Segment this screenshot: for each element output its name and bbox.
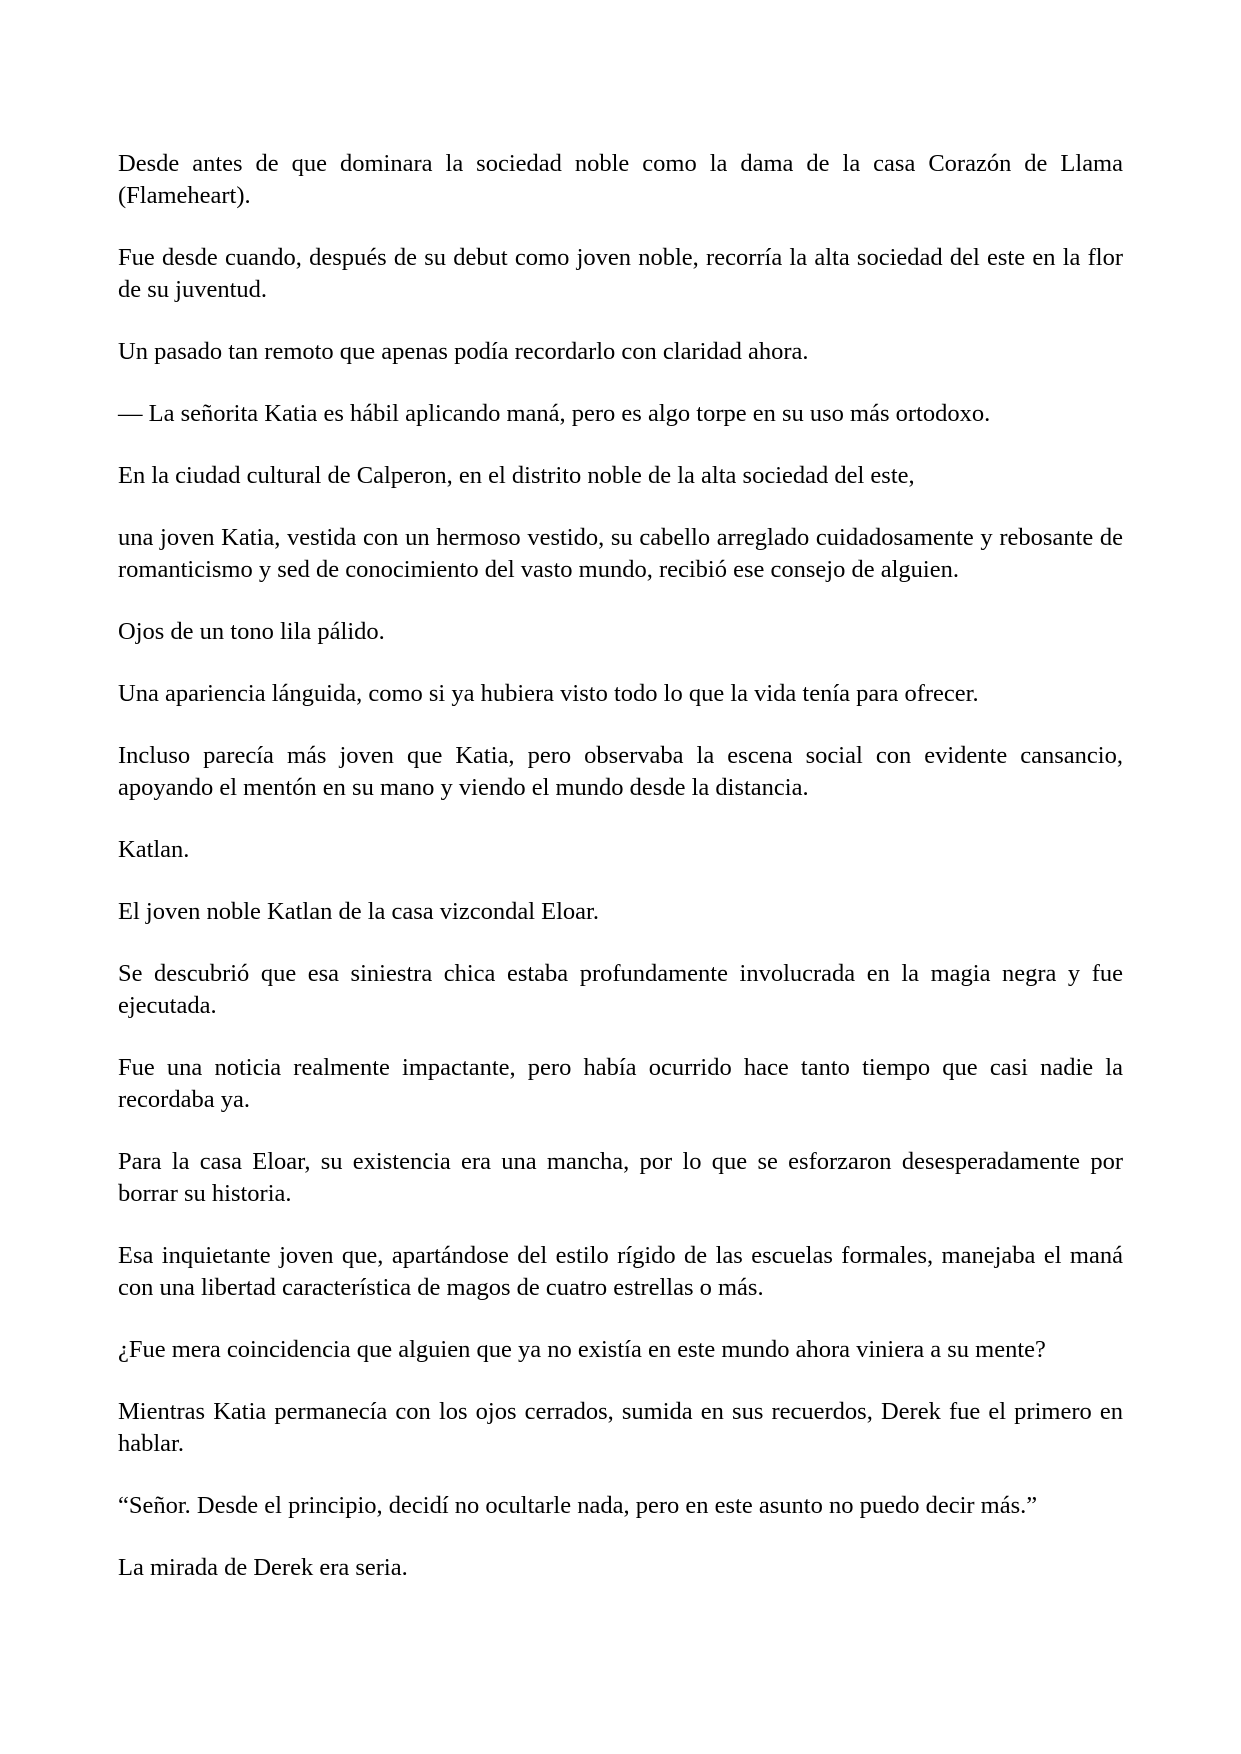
document-page — [118, 148, 1123, 1614]
paragraph: ¿Fue mera coincidencia que alguien que ya no existía en este mundo ahora viniera a su mente? — [118, 1336, 1046, 1363]
paragraph: “Señor. Desde el principio, decidí no ocultarle nada, pero en este asunto no puedo decir más.” — [118, 1492, 1038, 1519]
paragraph: Fue una noticia realmente impactante, pero había ocurrido hace tanto tiempo que casi nadie la recordaba ya. — [118, 1054, 1123, 1113]
paragraph: Se descubrió que esa siniestra chica estaba profundamente involucrada en la magia negra y fue ejecutada. — [118, 960, 1123, 1019]
paragraph: Katlan. — [118, 836, 190, 863]
paragraph: En la ciudad cultural de Calperon, en el distrito noble de la alta sociedad del este, — [118, 462, 915, 489]
paragraph: Mientras Katia permanecía con los ojos cerrados, sumida en sus recuerdos, Derek fue el primero en hablar. — [118, 1398, 1123, 1457]
paragraph: Ojos de un tono lila pálido. — [118, 618, 385, 645]
paragraph: Esa inquietante joven que, apartándose del estilo rígido de las escuelas formales, manejaba el maná con una libertad característica de magos de cuatro estrellas o más. — [118, 1242, 1123, 1301]
paragraph: Para la casa Eloar, su existencia era una mancha, por lo que se esforzaron desesperadamente por borrar su historia. — [118, 1148, 1123, 1207]
paragraph: El joven noble Katlan de la casa vizcondal Eloar. — [118, 898, 599, 925]
paragraph: Incluso parecía más joven que Katia, pero observaba la escena social con evidente cansancio, apoyando el mentón en su mano y viendo el mundo desde la distancia. — [118, 742, 1123, 801]
paragraph: La mirada de Derek era seria. — [118, 1554, 408, 1581]
paragraph: Fue desde cuando, después de su debut como joven noble, recorría la alta sociedad del este en la flor de su juventud. — [118, 244, 1123, 303]
paragraph: Desde antes de que dominara la sociedad noble como la dama de la casa Corazón de Llama (Flameheart). — [118, 150, 1123, 209]
paragraph: Una apariencia lánguida, como si ya hubiera visto todo lo que la vida tenía para ofrecer. — [118, 680, 979, 707]
paragraph: una joven Katia, vestida con un hermoso vestido, su cabello arreglado cuidadosamente y rebosante de romanticismo y sed de conocimiento del vasto mundo, recibió ese consejo de alguien. — [118, 524, 1123, 583]
paragraph: Un pasado tan remoto que apenas podía recordarlo con claridad ahora. — [118, 338, 809, 365]
paragraph: — La señorita Katia es hábil aplicando maná, pero es algo torpe en su uso más ortodoxo. — [118, 400, 991, 427]
